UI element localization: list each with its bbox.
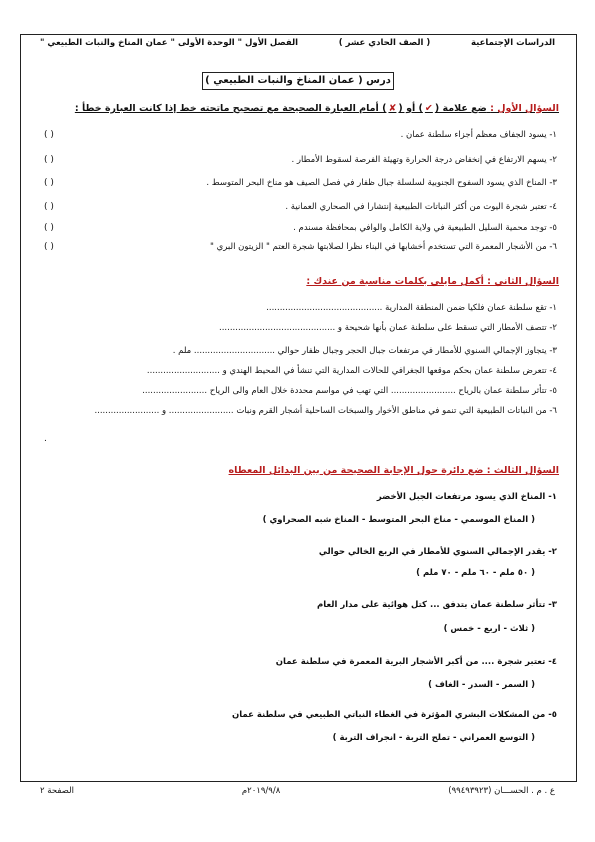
q1-text-a: ضع علامة (: [434, 103, 487, 114]
header-grade: ( الصف الحادي عشر ): [338, 38, 431, 48]
q2-item-5[interactable]: ٥- تتأثر سلطنة عمان بالرياح ........................ التي تهب في مواسم محددة خلال العام والى الرياح ........................: [142, 386, 557, 396]
q3-options-4[interactable]: ( السمر - السدر - الغاف ): [428, 680, 535, 690]
q1-answer-2[interactable]: ( ): [44, 155, 54, 165]
page-footer: [40, 786, 555, 796]
header-unit: الفصل الأول " الوحدة الأولى " عمان المناخ والنبات الطبيعي ": [40, 38, 299, 48]
q1-answer-1[interactable]: ( ): [44, 130, 54, 140]
q3-options-3[interactable]: ( ثلاث - اربع - خمس ): [443, 624, 535, 634]
item-text: يسود الجفاف معظم أجزاء سلطنة عمان .: [400, 130, 547, 140]
q3-options-5[interactable]: ( التوسع العمراني - تملح التربة - انجراف التربة ): [332, 733, 535, 743]
q2-item-4[interactable]: ٤- تتعرض سلطنة عمان بحكم موقعها الجغرافي للحالات المدارية التي تنشأ في المحيط الهندي و ...........................: [146, 366, 557, 376]
item-number: ١-: [549, 130, 557, 140]
lesson-title: درس ( عمان المناخ والنبات الطبيعي ): [202, 72, 394, 90]
header-subject: الدراسات الإجتماعية: [470, 38, 555, 48]
q1-answer-3[interactable]: ( ): [44, 178, 54, 188]
q3-heading: السؤال الثالث : ضع دائرة حول الإجابة الصحيحة من بين البدائل المعطاه: [228, 465, 559, 476]
item-number: ٥-: [549, 223, 557, 233]
q3-options-1[interactable]: ( المناخ الموسمي - مناخ البحر المتوسط - المناخ شبه الصحراوي ): [262, 515, 535, 525]
q3-question-5: ٥- من المشكلات البشري المؤثرة في الغطاء النباتي الطبيعي في سلطنة عمان: [231, 710, 557, 720]
item-number: ٤-: [549, 202, 557, 212]
q2-item-3[interactable]: ٣- يتجاوز الإجمالي السنوي للأمطار في مرتفعات جبال الحجر وجبال ظفار حوالي .............................. ملم .: [172, 346, 557, 356]
q1-item-1: [401, 130, 557, 140]
item-number: ٦-: [549, 242, 557, 252]
q1-item-2: [292, 155, 557, 165]
footer-date: ٢٠١٩/٩/٨م: [241, 786, 281, 796]
item-text: من الأشجار المعمرة التي تستخدم أخشابها في البناء نظرا لصلابتها شجرة العتم " الزيتون البري ": [209, 242, 547, 252]
check-icon: ✔: [424, 103, 433, 114]
q3-options-2[interactable]: ( ٥٠ ملم - ٦٠ ملم - ٧٠ ملم ): [416, 568, 535, 578]
q2-item-2[interactable]: ٢- تتصف الأمطار التي تسقط على سلطنة عمان بأنها شحيحة و ...........................................: [219, 323, 557, 333]
cross-icon: ✘: [388, 103, 397, 114]
stray-dot: .: [44, 434, 47, 444]
page-header: [40, 38, 555, 48]
q1-item-5: [293, 223, 557, 233]
item-text: المناخ الذي يسود السفوح الجنوبية لسلسلة جبال ظفار في فصل الصيف هو مناخ البحر المتوسط .: [206, 178, 547, 188]
q1-item-4: [285, 202, 557, 212]
q1-text-b: ) أو (: [398, 103, 423, 114]
q1-answer-5[interactable]: ( ): [44, 223, 54, 233]
item-text: تعتبر شجرة اليوت من أكثر النباتات الطبيعية إنتشارا في الصحاري العمانية .: [285, 202, 547, 212]
q3-question-3: ٣- تتأثر سلطنة عمان بتدفق ... كتل هوائية على مدار العام: [317, 600, 557, 610]
q3-question-4: ٤- تعتبر شجرة .... من أكبر الأشجار البرية المعمرة في سلطنة عمان: [275, 657, 557, 667]
footer-page: الصفحة ٢: [40, 786, 74, 796]
item-number: ٢-: [549, 155, 557, 165]
q2-item-6[interactable]: ٦- من النباتات الطبيعية التي تنمو في مناطق الأخوار والسبخات الساحلية أشجار القرم ونبات ........................ و ........................: [94, 406, 557, 416]
q1-text-c: ) أمام العبارة الصحيحة مع تصحيح ماتحته خط إذا كانت العبارة خطأ :: [74, 103, 387, 114]
q1-label: السؤال الأول :: [490, 103, 559, 114]
q2-item-1[interactable]: ١- تقع سلطنة عمان فلكيا ضمن المنطقة المدارية ...........................................: [266, 303, 557, 313]
q3-question-2: ٢- يقدر الإجمالي السنوي للأمطار في الربع الخالي حوالي: [318, 547, 557, 557]
q1-answer-4[interactable]: ( ): [44, 202, 54, 212]
q2-heading: السؤال الثاني : أكمل مايلي بكلمات مناسبة من عندك :: [306, 276, 559, 287]
q1-item-6: [210, 242, 557, 252]
q1-answer-6[interactable]: ( ): [44, 242, 54, 252]
item-text: يسهم الارتفاع في إنخفاض درجة الحرارة وتهيئة الفرصة لسقوط الأمطار .: [291, 155, 547, 165]
q1-item-3: [206, 178, 557, 188]
q1-heading: [75, 103, 559, 114]
footer-teacher: ع . م . الحســـان (٩٩٤٩٣٩٢٣): [448, 786, 555, 796]
q3-question-1: ١- المناخ الذي يسود مرتفعات الجبل الأخضر: [376, 492, 557, 502]
item-text: توجد محمية السليل الطبيعية في ولاية الكامل والوافي بمحافظة مسندم .: [293, 223, 547, 233]
item-number: ٣-: [549, 178, 557, 188]
